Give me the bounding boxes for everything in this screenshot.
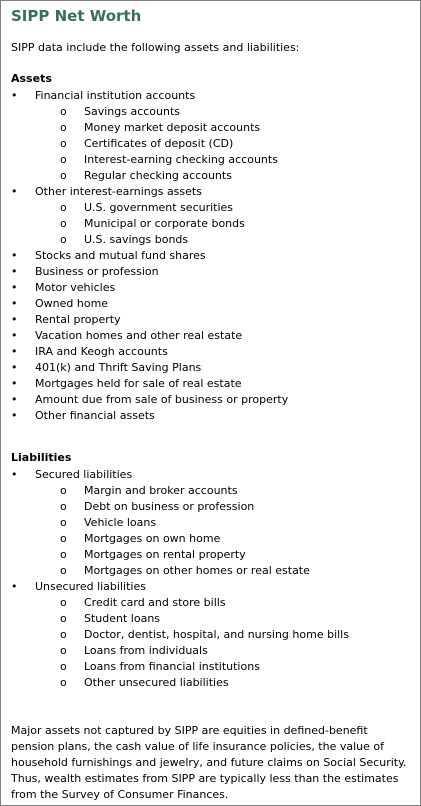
list-item-label: IRA and Keogh accounts bbox=[35, 345, 168, 358]
sub-list-item-label: Savings accounts bbox=[84, 105, 181, 118]
bullet-icon: • bbox=[11, 265, 18, 278]
sub-list-item bbox=[1, 232, 420, 248]
sub-bullet-icon: o bbox=[60, 105, 67, 118]
sub-list-item-label: Doctor, dentist, hospital, and nursing home bills bbox=[84, 628, 349, 641]
bullet-icon: • bbox=[11, 345, 18, 358]
sub-list-item bbox=[1, 531, 420, 547]
footnote-text: Major assets not captured by SIPP are equities in defined-benefit pension plans, the cash value of life insurance policies, the value of household furnishings and jewelry, and future claims on Social Security. Thus, wealth estimates from SIPP are typically less than the estimates from the Survey of Consumer Finances. bbox=[11, 724, 407, 801]
sub-list-item bbox=[1, 675, 420, 691]
bullet-icon: • bbox=[11, 361, 18, 374]
sub-list-item-label: Interest-earning checking accounts bbox=[84, 153, 278, 166]
sub-list-item bbox=[1, 547, 420, 563]
sub-list-item-label: Student loans bbox=[84, 612, 161, 625]
list-item bbox=[1, 579, 420, 595]
bullet-icon: • bbox=[11, 409, 18, 422]
list-item-label: Owned home bbox=[35, 297, 109, 310]
bullet-icon: • bbox=[11, 329, 18, 342]
list-item bbox=[1, 312, 420, 328]
page-title: SIPP Net Worth bbox=[11, 7, 142, 25]
list-item bbox=[1, 264, 420, 280]
sub-bullet-icon: o bbox=[60, 153, 67, 166]
bullet-icon: • bbox=[11, 580, 18, 593]
list-item bbox=[1, 376, 420, 392]
liabilities-list bbox=[1, 467, 420, 691]
sub-list-item-label: Loans from financial institutions bbox=[84, 660, 260, 673]
list-item-label: Secured liabilities bbox=[35, 468, 133, 481]
list-item-label: 401(k) and Thrift Saving Plans bbox=[35, 361, 202, 374]
list-item bbox=[1, 392, 420, 408]
sub-list-item-label: Money market deposit accounts bbox=[84, 121, 261, 134]
sub-list-item-label: Mortgages on other homes or real estate bbox=[84, 564, 310, 577]
sub-list-item-label: Debt on business or profession bbox=[84, 500, 255, 513]
list-item-label: Business or profession bbox=[35, 265, 159, 278]
list-item-label: Motor vehicles bbox=[35, 281, 116, 294]
sub-list-item bbox=[1, 168, 420, 184]
sub-bullet-icon: o bbox=[60, 169, 67, 182]
sub-list-item-label: Other unsecured liabilities bbox=[84, 676, 229, 689]
liabilities-heading: Liabilities bbox=[11, 451, 72, 464]
list-item-label: Other interest-earnings assets bbox=[35, 185, 202, 198]
list-item-label: Mortgages held for sale of real estate bbox=[35, 377, 242, 390]
sub-list-item bbox=[1, 483, 420, 499]
sub-list-item-label: Loans from individuals bbox=[84, 644, 208, 657]
list-item bbox=[1, 248, 420, 264]
sub-list-item bbox=[1, 136, 420, 152]
sub-bullet-icon: o bbox=[60, 644, 67, 657]
sub-list-item-label: U.S. savings bonds bbox=[84, 233, 189, 246]
sub-list-item bbox=[1, 120, 420, 136]
sub-bullet-icon: o bbox=[60, 532, 67, 545]
sub-list-item-label: Mortgages on rental property bbox=[84, 548, 246, 561]
list-item-label: Stocks and mutual fund shares bbox=[35, 249, 206, 262]
sub-bullet-icon: o bbox=[60, 612, 67, 625]
sub-list-item-label: Credit card and store bills bbox=[84, 596, 226, 609]
sub-list-item bbox=[1, 627, 420, 643]
sub-list-item-label: Mortgages on own home bbox=[84, 532, 221, 545]
sub-list-item-label: Margin and broker accounts bbox=[84, 484, 238, 497]
intro-text: SIPP data include the following assets and liabilities: bbox=[11, 41, 300, 54]
list-item bbox=[1, 408, 420, 424]
sub-bullet-icon: o bbox=[60, 660, 67, 673]
bullet-icon: • bbox=[11, 297, 18, 310]
sub-bullet-icon: o bbox=[60, 628, 67, 641]
sub-list-item bbox=[1, 643, 420, 659]
sub-bullet-icon: o bbox=[60, 233, 67, 246]
list-item-label: Vacation homes and other real estate bbox=[35, 329, 243, 342]
assets-heading: Assets bbox=[11, 72, 52, 85]
sub-bullet-icon: o bbox=[60, 137, 67, 150]
bullet-icon: • bbox=[11, 393, 18, 406]
sub-list-item bbox=[1, 152, 420, 168]
sub-bullet-icon: o bbox=[60, 500, 67, 513]
list-item bbox=[1, 296, 420, 312]
sub-list-item-label: U.S. government securities bbox=[84, 201, 234, 214]
sub-bullet-icon: o bbox=[60, 676, 67, 689]
bullet-icon: • bbox=[11, 185, 18, 198]
list-item bbox=[1, 467, 420, 483]
bullet-icon: • bbox=[11, 249, 18, 262]
sub-list-item bbox=[1, 563, 420, 579]
sub-bullet-icon: o bbox=[60, 121, 67, 134]
list-item bbox=[1, 88, 420, 104]
list-item-label: Unsecured liabilities bbox=[35, 580, 146, 593]
bullet-icon: • bbox=[11, 377, 18, 390]
sub-list-item-label: Municipal or corporate bonds bbox=[84, 217, 245, 230]
sub-list-item bbox=[1, 515, 420, 531]
list-item bbox=[1, 360, 420, 376]
sub-bullet-icon: o bbox=[60, 201, 67, 214]
bullet-icon: • bbox=[11, 313, 18, 326]
list-item bbox=[1, 184, 420, 200]
sub-list-item bbox=[1, 200, 420, 216]
list-item bbox=[1, 328, 420, 344]
list-item-label: Rental property bbox=[35, 313, 121, 326]
sub-list-item-label: Certificates of deposit (CD) bbox=[84, 137, 234, 150]
sub-list-item-label: Regular checking accounts bbox=[84, 169, 232, 182]
sub-bullet-icon: o bbox=[60, 548, 67, 561]
list-item-label: Financial institution accounts bbox=[35, 89, 196, 102]
sub-list-item bbox=[1, 595, 420, 611]
list-item bbox=[1, 344, 420, 360]
bullet-icon: • bbox=[11, 89, 18, 102]
bullet-icon: • bbox=[11, 468, 18, 481]
assets-list bbox=[1, 88, 420, 424]
sub-bullet-icon: o bbox=[60, 484, 67, 497]
list-item bbox=[1, 280, 420, 296]
sub-list-item bbox=[1, 611, 420, 627]
list-item-label: Other financial assets bbox=[35, 409, 155, 422]
sub-list-item bbox=[1, 499, 420, 515]
list-item-label: Amount due from sale of business or property bbox=[35, 393, 289, 406]
sub-list-item bbox=[1, 659, 420, 675]
sub-list-item bbox=[1, 216, 420, 232]
sub-bullet-icon: o bbox=[60, 596, 67, 609]
bullet-icon: • bbox=[11, 281, 18, 294]
sub-bullet-icon: o bbox=[60, 516, 67, 529]
sub-bullet-icon: o bbox=[60, 217, 67, 230]
sub-list-item bbox=[1, 104, 420, 120]
sub-bullet-icon: o bbox=[60, 564, 67, 577]
sub-list-item-label: Vehicle loans bbox=[84, 516, 157, 529]
